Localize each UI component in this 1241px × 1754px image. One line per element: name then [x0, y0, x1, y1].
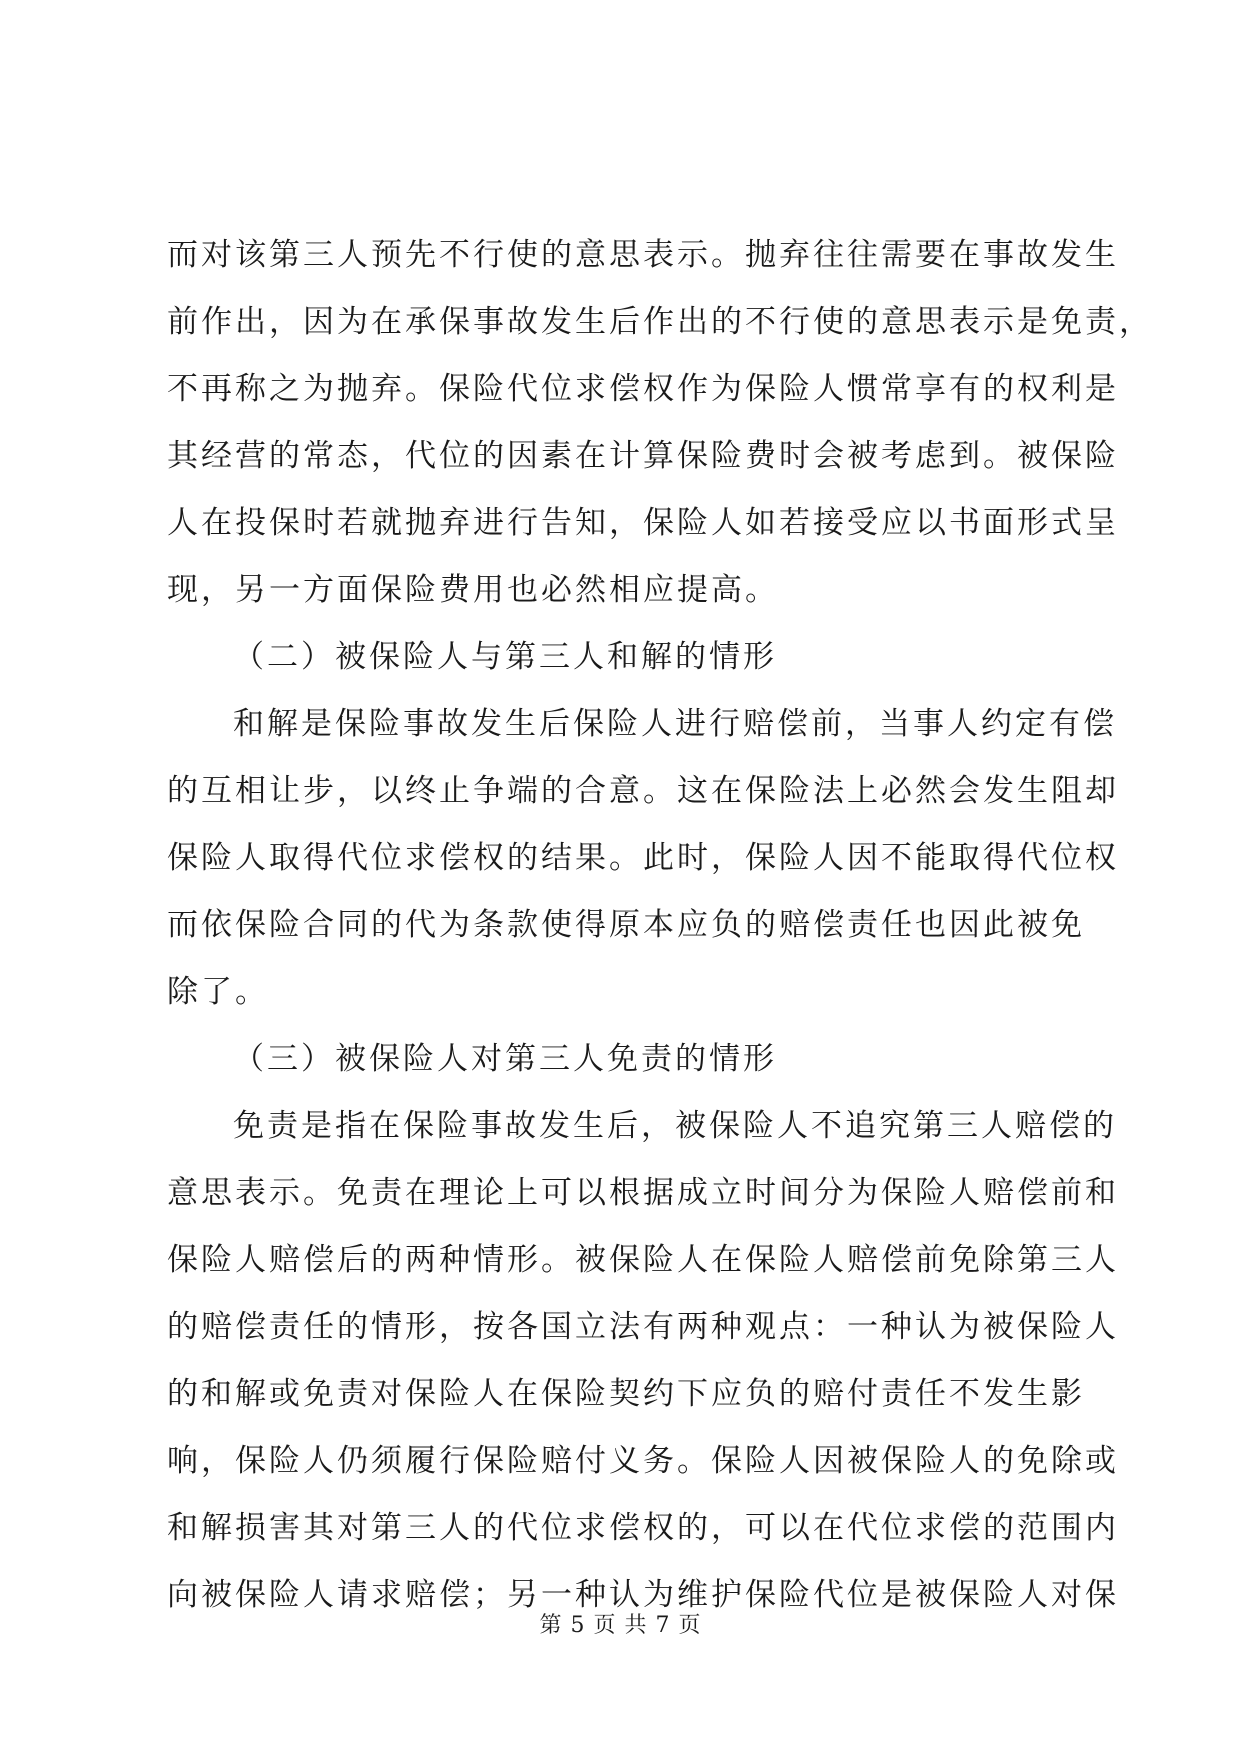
body-line: 不再称之为抛弃。保险代位求偿权作为保险人惯常享有的权利是 — [167, 371, 1119, 407]
document-body — [167, 234, 1153, 1641]
body-line: 的和解或免责对保险人在保险契约下应负的赔付责任不发生影 — [167, 1376, 1085, 1412]
body-line: 现，另一方面保险费用也必然相应提高。 — [167, 572, 779, 608]
body-line: 保险人赔偿后的两种情形。被保险人在保险人赔偿前免除第三人 — [167, 1242, 1119, 1278]
section-heading: （三）被保险人对第三人免责的情形 — [233, 1041, 777, 1077]
body-line: 而对该第三人预先不行使的意思表示。抛弃往往需要在事故发生 — [167, 237, 1119, 273]
body-line: 向被保险人请求赔偿；另一种认为维护保险代位是被保险人对保 — [167, 1577, 1119, 1613]
body-line: 的赔偿责任的情形，按各国立法有两种观点：一种认为被保险人 — [167, 1309, 1119, 1345]
body-line: 免责是指在保险事故发生后，被保险人不追究第三人赔偿的 — [233, 1108, 1117, 1144]
body-line: 的互相让步，以终止争端的合意。这在保险法上必然会发生阻却 — [167, 773, 1119, 809]
body-line: 保险人取得代位求偿权的结果。此时，保险人因不能取得代位权 — [167, 840, 1119, 876]
body-line: 前作出，因为在承保事故发生后作出的不行使的意思表示是免责， — [167, 304, 1153, 340]
body-line: 其经营的常态，代位的因素在计算保险费时会被考虑到。被保险 — [167, 438, 1119, 474]
page-footer: 第 5 页 共 7 页 — [539, 1613, 702, 1638]
section-heading: （二）被保险人与第三人和解的情形 — [233, 639, 777, 675]
body-line: 除了。 — [167, 974, 269, 1010]
body-line: 意思表示。免责在理论上可以根据成立时间分为保险人赔偿前和 — [167, 1175, 1119, 1211]
body-line: 人在投保时若就抛弃进行告知，保险人如若接受应以书面形式呈 — [167, 505, 1119, 541]
body-line: 而依保险合同的代为条款使得原本应负的赔偿责任也因此被免 — [167, 907, 1085, 943]
body-line: 和解损害其对第三人的代位求偿权的，可以在代位求偿的范围内 — [167, 1510, 1119, 1546]
body-line: 响，保险人仍须履行保险赔付义务。保险人因被保险人的免除或 — [167, 1443, 1119, 1479]
body-line: 和解是保险事故发生后保险人进行赔偿前，当事人约定有偿 — [233, 706, 1117, 742]
